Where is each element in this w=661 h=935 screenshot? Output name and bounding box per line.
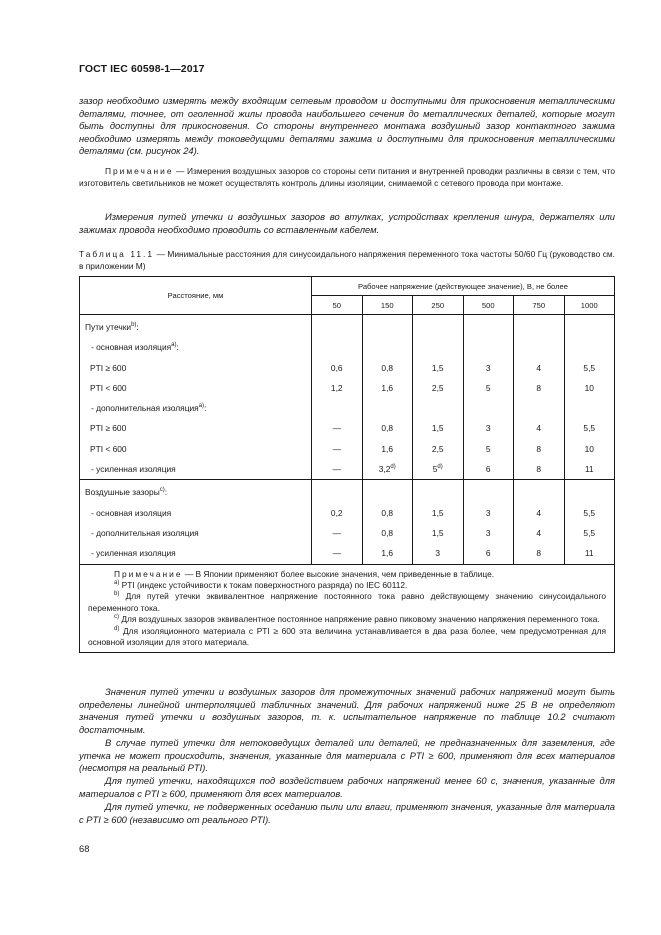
footnote-c-text: Для воздушных зазоров эквивалентное постоянное напряжение равно пиковому значению напряжения переменного тока. (119, 614, 600, 625)
creepage-col-4 (463, 315, 514, 480)
row-label (85, 459, 311, 479)
table-cell (363, 337, 413, 357)
footnote-b-mark: b) (114, 591, 120, 598)
row-label-suffix: : (136, 322, 139, 332)
table-cell (312, 337, 362, 357)
voltage-header-50: 50 (312, 296, 363, 315)
cell-value: 5,5 (583, 527, 596, 538)
table-cell (312, 398, 362, 418)
table-cell (312, 482, 362, 502)
cell-value: 11 (584, 464, 594, 475)
table-cell (363, 543, 413, 563)
table-cell (413, 378, 463, 398)
clearance-labels (80, 480, 312, 564)
table-cell (514, 418, 564, 438)
cell-value: 3 (485, 507, 491, 518)
table-cell (312, 378, 362, 398)
table-cell (514, 523, 564, 543)
table-cell (413, 337, 463, 357)
clearance-col-3 (413, 480, 464, 564)
table-cell (312, 503, 362, 523)
cell-value: 1,6 (381, 443, 394, 454)
row-label (85, 503, 311, 523)
table-cell (565, 459, 615, 479)
cell-value: — (332, 443, 341, 454)
table-cell (464, 459, 514, 479)
cell-value: 0,8 (381, 362, 394, 373)
document-header: ГОСТ IEC 60598-1—2017 (79, 63, 205, 75)
table-cell (312, 418, 362, 438)
row-label-footnote-mark: b) (131, 322, 137, 328)
cell-value: 10 (584, 443, 594, 454)
row-label (85, 418, 311, 438)
table-cell (363, 398, 413, 418)
table-cell (514, 337, 564, 357)
cell-value: — (332, 464, 341, 475)
cell-value: 3 (485, 423, 491, 434)
table-caption-label: Таблица 11.1 (79, 249, 154, 259)
cell-value: 0,2 (330, 507, 343, 518)
cell-value: 0,8 (381, 527, 394, 538)
creepage-labels (80, 315, 312, 480)
row-label (85, 523, 311, 543)
table-cell (464, 439, 514, 459)
footnote-c (88, 614, 606, 625)
row-label-text: Пути утечки (85, 322, 132, 332)
row-label (85, 337, 311, 357)
paragraph-clearance-measurement: зазор необходимо измерять между входящим сетевым проводом и доступными для прикосновения металлическими деталями, точнее, от оголенной жилы провода наибольшего сечения до металлических деталей, которые могут быть доступны для прикосновения. Со стороны внутреннего монтажа воздушный зазор контактного зажима необходимо измерять между токоведущими деталями зажима и доступными для прикосновения металлическими деталями (см. рисунок 24). (79, 95, 615, 156)
cell-value: 11 (584, 548, 594, 559)
table-cell (514, 543, 564, 563)
cell-value: 1,5 (431, 423, 444, 434)
table-cell (363, 482, 413, 502)
table-cell (413, 398, 463, 418)
row-label-footnote-mark: a) (171, 342, 177, 349)
cell-value: 1,5 (431, 507, 444, 518)
table-cell (565, 337, 615, 357)
table-cell (464, 378, 514, 398)
note-clearance (79, 166, 615, 189)
table-cell (413, 482, 463, 502)
table-cell (413, 418, 463, 438)
table-cell (464, 337, 514, 357)
row-label-text: - дополнительная изоляция (91, 403, 199, 414)
table-cell (464, 358, 514, 378)
row-label-text: - основная изоляция (91, 342, 172, 353)
row-label (85, 378, 311, 398)
table-cell (565, 523, 615, 543)
row-label-text: PTI ≥ 600 (90, 423, 127, 434)
table-cell (514, 398, 564, 418)
table-cell (565, 378, 615, 398)
footnote-d-mark: d) (114, 625, 120, 632)
voltage-header-750: 750 (514, 296, 565, 315)
paragraph-bushings: Измерения путей утечки и воздушных зазоров во втулках, устройствах крепления шнура, держателях или зажимах провода необходимо проводить со вставленным кабелем. (79, 211, 615, 235)
table-cell (464, 482, 514, 502)
table-cell (363, 418, 413, 438)
table-cell (565, 418, 615, 438)
cell-value: 0,8 (381, 423, 394, 434)
table-section-clearance (80, 480, 615, 564)
table-cell (565, 317, 615, 337)
footnote-a (88, 580, 606, 591)
cell-value: 2,5 (431, 443, 444, 454)
voltage-header-500: 500 (463, 296, 514, 315)
table-cell (514, 378, 564, 398)
table-cell (363, 358, 413, 378)
note-label: Примечание (105, 166, 174, 176)
table-cell (363, 378, 413, 398)
table-note-label: Примечание (114, 568, 183, 579)
cell-value: 8 (536, 548, 542, 559)
table-cell (413, 459, 463, 479)
table-cell (363, 317, 413, 337)
footnote-b-text: Для путей утечки эквивалентное напряжение постоянного тока равно действующему значению синусоидального переменного тока. (88, 591, 606, 613)
table-cell (514, 317, 564, 337)
creepage-col-3 (413, 315, 464, 480)
table-cell (413, 503, 463, 523)
table-cell (464, 503, 514, 523)
cell-value: 1,5 (431, 527, 444, 538)
row-label (85, 398, 311, 418)
footnote-d-text: Для изоляционного материала с PTI ≥ 600 эта величина устанавливается в два раза более, чем предусмотренная для основной изоляции для этого материала. (88, 625, 606, 647)
row-label-text: PTI ≥ 600 (90, 362, 127, 373)
cell-value: 4 (536, 527, 542, 538)
table-cell (363, 439, 413, 459)
row-label-text: PTI < 600 (90, 443, 127, 454)
table-cell (312, 459, 362, 479)
cell-value: 5,5 (583, 423, 596, 434)
cell-value: 1,5 (431, 362, 444, 373)
cell-value: 4 (536, 362, 542, 373)
voltage-header-250: 250 (413, 296, 464, 315)
row-label-suffix: : (176, 342, 179, 353)
row-label-text: Воздушные зазоры (85, 487, 160, 498)
table-cell (413, 317, 463, 337)
table-cell (464, 543, 514, 563)
table-cell (363, 523, 413, 543)
footnote-b (88, 591, 606, 614)
table-cell (363, 459, 413, 479)
row-label-suffix: : (164, 487, 168, 498)
table-cell (565, 358, 615, 378)
cell-value: 10 (584, 382, 594, 393)
table-cell (514, 503, 564, 523)
footnote-c-mark: c) (114, 614, 119, 621)
cell-value: 3 (485, 527, 491, 538)
col-header-distance: Расстояние, мм (80, 277, 312, 315)
table-cell (565, 439, 615, 459)
cell-value: 5,5 (583, 362, 596, 373)
row-label (85, 439, 311, 459)
row-label-text: - усиленная изоляция (91, 464, 176, 475)
clearance-col-5 (514, 480, 565, 564)
cell-value: 3 (485, 362, 491, 373)
table-cell (363, 503, 413, 523)
cell-value: 6 (485, 548, 491, 559)
cell-value: 3,2 (378, 464, 391, 475)
row-label-text: PTI < 600 (90, 382, 127, 393)
creepage-col-2 (362, 315, 413, 480)
distances-table (79, 276, 615, 653)
table-cell (312, 317, 362, 337)
row-label-footnote-mark: c) (159, 487, 165, 494)
table-cell (464, 317, 514, 337)
cell-value: 4 (536, 423, 542, 434)
row-label (85, 482, 311, 502)
cell-value: 5 (485, 443, 491, 454)
footnote-a-mark: a) (114, 579, 120, 586)
col-header-voltage: Рабочее напряжение (действующее значение), В, не более (312, 277, 615, 296)
voltage-header-150: 150 (362, 296, 413, 315)
table-cell (312, 543, 362, 563)
page-number: 68 (79, 843, 90, 854)
table-cell (565, 503, 615, 523)
cell-value: 2,5 (431, 382, 444, 393)
paragraph-nonconductive: В случае путей утечки для нетоковедущих деталей или деталей, не предназначенных для заземления, где утечка не может происходить, значения, указанные для материала с PTI ≥ 600, применяют для всех материалов (несмотря на реальный PTI). (79, 737, 615, 773)
table-cell (464, 398, 514, 418)
cell-value: — (332, 548, 341, 559)
cell-value: 1,6 (381, 548, 394, 559)
paragraph-short-duration: Для путей утечки, находящихся под воздействием рабочих напряжений менее 60 с, значения, указанные для материалов с PTI ≥ 600, применяют для всех материалов. (79, 775, 615, 799)
creepage-col-1 (312, 315, 363, 480)
cell-footnote-mark: d) (437, 464, 443, 471)
paragraph-interpolation: Значения путей утечки и воздушных зазоров для промежуточных значений рабочих напряжений могут быть определены линейной интерполяцией табличных значений. Для рабочих напряжений ниже 25 В не определяют значения путей утечки и воздушных зазоров, т. к. испытательное напряжение по таблице 10.2 считают достаточным. (79, 686, 615, 735)
row-label-text: - основная изоляция (91, 507, 172, 518)
cell-value: 0,6 (330, 362, 343, 373)
creepage-col-6 (564, 315, 615, 480)
row-label-suffix: : (204, 403, 207, 414)
cell-value: — (332, 423, 341, 434)
row-label-footnote-mark: a) (198, 403, 205, 410)
table-cell (565, 398, 615, 418)
table-note-text: — В Японии применяют более высокие значения, чем приведенные в таблице. (182, 568, 495, 579)
table-section-creepage (80, 315, 615, 480)
row-label (85, 543, 311, 563)
voltage-header-1000: 1000 (564, 296, 615, 315)
table-notes (80, 564, 615, 653)
cell-value: 4 (536, 507, 542, 518)
row-label (85, 358, 311, 378)
table-cell (312, 439, 362, 459)
cell-value: 1,6 (381, 382, 394, 393)
table-cell (565, 543, 615, 563)
paragraph-no-dust: Для путей утечки, не подверженных оседанию пыли или влаги, применяют значения, указанные для материала с PTI ≥ 600 (независимо от реального PTI). (79, 801, 615, 825)
clearance-col-4 (463, 480, 514, 564)
table-cell (464, 523, 514, 543)
row-label-text: - усиленная изоляция (91, 548, 176, 559)
cell-value: 8 (536, 443, 542, 454)
table-cell (413, 543, 463, 563)
table-cell (514, 439, 564, 459)
cell-value: 8 (536, 382, 542, 393)
creepage-col-5 (514, 315, 565, 480)
cell-value: 0,8 (381, 507, 394, 518)
row-label-text: - дополнительная изоляция (91, 527, 199, 538)
table-cell (413, 523, 463, 543)
table-caption (79, 249, 615, 272)
footnote-d (88, 626, 606, 649)
cell-value: 3 (435, 548, 441, 559)
table-cell (565, 482, 615, 502)
table-cell (514, 358, 564, 378)
cell-value: 1,2 (330, 382, 343, 393)
table-notes-row (80, 564, 615, 653)
table-cell (413, 358, 463, 378)
note-text: — Измерения воздушных зазоров со стороны сети питания и внутренней проводки различны в связи с тем, что изготовитель светильников не может осуществлять контроль длины изоляции, снимаемой с сетевого провода при монтаже. (79, 166, 615, 188)
table-note-main (88, 569, 606, 580)
cell-value: 5 (432, 464, 438, 475)
table-cell (413, 439, 463, 459)
cell-footnote-mark: d) (390, 464, 396, 471)
clearance-col-1 (312, 480, 363, 564)
row-label (85, 317, 311, 337)
footnote-a-text: PTI (индекс устойчивости к токам поверхностного разряда) по IEC 60112. (119, 579, 408, 590)
cell-value: 5,5 (583, 507, 596, 518)
cell-value: 5 (485, 382, 491, 393)
clearance-col-2 (362, 480, 413, 564)
table-cell (464, 418, 514, 438)
clearance-col-6 (564, 480, 615, 564)
table-cell (312, 358, 362, 378)
cell-value: 8 (536, 464, 542, 475)
table-cell (514, 459, 564, 479)
table-cell (514, 482, 564, 502)
table-cell (312, 523, 362, 543)
cell-value: 6 (485, 464, 491, 475)
cell-value: — (332, 527, 341, 538)
table-caption-text: — Минимальные расстояния для синусоидального напряжения переменного тока частоты 50/60 Гц (руководство см. в приложении М) (79, 249, 615, 271)
